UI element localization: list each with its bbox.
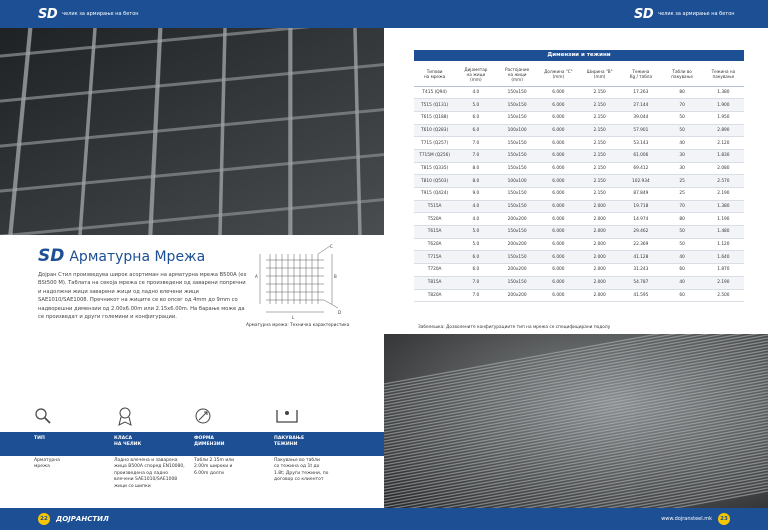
- table-row: [414, 162, 744, 175]
- table-cell: 5.0: [455, 226, 496, 239]
- table-cell: 25: [662, 188, 703, 201]
- table-cell: T615A: [414, 226, 455, 239]
- table-row: [414, 111, 744, 124]
- table-cell: 6.000: [538, 86, 579, 99]
- table-cell: 6.000: [538, 251, 579, 264]
- table-cell: 200x200: [497, 289, 538, 302]
- table-cell: 100x100: [497, 124, 538, 137]
- table-cell: 5.0: [455, 99, 496, 112]
- table-cell: 2.150: [579, 86, 620, 99]
- table-cell: 7.0: [455, 289, 496, 302]
- product-description: Дојран Стил произведува широк асортиман на арматурна мрежа B500A (ех BSt500 M). Таблата на секоја мрежа се произведени од заварени попречни и надолжни жици заварени жици од ладно влечени жици SAE1010/SAE1008. Пречникот на жиците се во опсег од 4mm до 9mm со надворешни димензии од 2.00x6.00m или 2.15x6.00m. На барање може да се произведат и други големини и конфигурации.: [38, 272, 247, 321]
- table-cell: 1.380: [703, 86, 744, 99]
- table-cell: 53.143: [620, 137, 661, 150]
- table-cell: 100x100: [497, 175, 538, 188]
- table-cell: T615 (Q188): [414, 111, 455, 124]
- table-cell: 150x150: [497, 276, 538, 289]
- table-cell: 6.000: [538, 238, 579, 251]
- table-cell: T720A: [414, 264, 455, 277]
- table-cell: 5.0: [455, 238, 496, 251]
- title-text: Арматурна Мрежа: [69, 249, 206, 265]
- table-cell: 6.000: [538, 188, 579, 201]
- page-number-left: 22: [38, 513, 50, 525]
- table-cell: T820A: [414, 289, 455, 302]
- magnifier-icon: [30, 402, 110, 430]
- table-cell: 9.0: [455, 188, 496, 201]
- spec-info: [34, 457, 354, 490]
- table-row: [414, 289, 744, 302]
- table-cell: T810 (Q503): [414, 175, 455, 188]
- sd-logo: SD: [634, 6, 654, 22]
- table-note: Забелешка: Дозволените конфигурациите тип на мрежа се специфицирани подолу: [418, 325, 611, 330]
- certificate-icon: [110, 402, 190, 430]
- table-cell: 31.243: [620, 264, 661, 277]
- table-cell: 50: [662, 124, 703, 137]
- ruler-icon: [190, 402, 270, 430]
- table-cell: 70: [662, 200, 703, 213]
- table-cell: 40: [662, 137, 703, 150]
- table-cell: 6.000: [538, 226, 579, 239]
- right-footer: [384, 508, 768, 530]
- info-steel-class: Ладно влечена и заварена жица B500A според EN10080, произведена од ладно влечени SAE1010/SAE1008 жици со шипки: [114, 458, 185, 489]
- table-cell: 22.369: [620, 238, 661, 251]
- table-cell: 2.150: [579, 124, 620, 137]
- table-row: [414, 226, 744, 239]
- table-cell: 1.380: [703, 200, 744, 213]
- left-footer: [0, 508, 384, 530]
- table-cell: 1.480: [703, 226, 744, 239]
- table-cell: 2.000: [579, 289, 620, 302]
- table-body: [414, 86, 744, 302]
- rebar-bundle-photo: [384, 334, 768, 508]
- table-cell: 7.0: [455, 149, 496, 162]
- table-cell: 6.0: [455, 264, 496, 277]
- table-cell: 27.144: [620, 99, 661, 112]
- table-cell: 6.000: [538, 137, 579, 150]
- table-row: [414, 264, 744, 277]
- info-form: Табли 2.15m или 2.00m широки и 6.00m долги: [194, 458, 235, 476]
- drawing-label-a: A: [255, 274, 258, 279]
- table-cell: 200x200: [497, 264, 538, 277]
- table-row: [414, 137, 744, 150]
- table-row: [414, 188, 744, 201]
- sd-logo: SD: [38, 6, 58, 22]
- info-packing: Пакување во табли со тежина од 1t до 1.8t; Други тежини, по договор со клиентот: [274, 458, 329, 483]
- table-row: [414, 213, 744, 226]
- table-cell: 2.500: [703, 289, 744, 302]
- table-cell: 150x150: [497, 162, 538, 175]
- table-cell: 2.150: [579, 149, 620, 162]
- table-cell: 6.000: [538, 264, 579, 277]
- table-row: [414, 124, 744, 137]
- table-cell: 69.412: [620, 162, 661, 175]
- spec-band-titles: [34, 432, 354, 456]
- table-cell: T515 (Q131): [414, 99, 455, 112]
- table-cell: T715 (Q257): [414, 137, 455, 150]
- table-cell: 6.000: [538, 162, 579, 175]
- drawing-label-d: D: [338, 310, 342, 315]
- band-type: ТИП: [34, 436, 45, 441]
- table-row: [414, 200, 744, 213]
- table-cell: T715A: [414, 251, 455, 264]
- table-cell: 6.000: [538, 289, 579, 302]
- table-cell: 50: [662, 238, 703, 251]
- footer-brand: ДОЈРАНСТИЛ: [56, 515, 109, 523]
- table-cell: T415 (Q94): [414, 86, 455, 99]
- table-cell: T815A: [414, 276, 455, 289]
- table-cell: 50: [662, 226, 703, 239]
- table-cell: 150x150: [497, 226, 538, 239]
- table-cell: 87.849: [620, 188, 661, 201]
- rebar-icon: [270, 402, 350, 430]
- column-header: Растојание на жици (mm): [497, 63, 538, 86]
- table-cell: 25: [662, 175, 703, 188]
- table-cell: 2.150: [579, 162, 620, 175]
- table-cell: 1.120: [703, 238, 744, 251]
- table-cell: 61.006: [620, 149, 661, 162]
- table-cell: T520A: [414, 213, 455, 226]
- table-cell: 2.150: [579, 111, 620, 124]
- table-cell: 2.150: [579, 175, 620, 188]
- table-cell: 60: [662, 289, 703, 302]
- table-cell: T610 (Q283): [414, 124, 455, 137]
- table-cell: 150x150: [497, 99, 538, 112]
- table-row: [414, 149, 744, 162]
- table-cell: 6.000: [538, 124, 579, 137]
- table-cell: 30: [662, 162, 703, 175]
- table-cell: 1.640: [703, 251, 744, 264]
- table-cell: 1.830: [703, 149, 744, 162]
- table-cell: 2.190: [703, 276, 744, 289]
- table-cell: 6.0: [455, 251, 496, 264]
- table-cell: 30: [662, 149, 703, 162]
- band-packing: ПАКУВАЊЕ ТЕЖИНИ: [274, 436, 305, 447]
- right-page: [384, 0, 768, 530]
- table-cell: T715M (Q256): [414, 149, 455, 162]
- table-cell: T620A: [414, 238, 455, 251]
- table-cell: 2.000: [579, 251, 620, 264]
- table-cell: 4.0: [455, 200, 496, 213]
- table-cell: 6.000: [538, 99, 579, 112]
- table-cell: 8.0: [455, 162, 496, 175]
- table-cell: 2.000: [579, 264, 620, 277]
- table-cell: 150x150: [497, 251, 538, 264]
- table-cell: 60: [662, 264, 703, 277]
- table-cell: T515A: [414, 200, 455, 213]
- table-cell: 19.718: [620, 200, 661, 213]
- column-header: Дијаметар на жици (mm): [455, 63, 496, 86]
- table-cell: 50: [662, 111, 703, 124]
- band-steel-class: КЛАСА НА ЧЕЛИК: [114, 436, 142, 447]
- table-cell: 2.000: [579, 226, 620, 239]
- table-cell: 39.044: [620, 111, 661, 124]
- table-cell: 2.570: [703, 175, 744, 188]
- table-cell: 150x150: [497, 137, 538, 150]
- table-cell: 2.150: [579, 99, 620, 112]
- table-row: [414, 251, 744, 264]
- product-title: [38, 246, 205, 266]
- table-cell: 41.128: [620, 251, 661, 264]
- table-cell: 2.890: [703, 124, 744, 137]
- table-cell: 7.0: [455, 137, 496, 150]
- table-cell: 1.190: [703, 213, 744, 226]
- table-cell: 8.0: [455, 175, 496, 188]
- table-cell: 2.000: [579, 200, 620, 213]
- table-cell: 40: [662, 276, 703, 289]
- table-cell: 150x150: [497, 86, 538, 99]
- table-cell: 6.000: [538, 111, 579, 124]
- table-cell: 150x150: [497, 200, 538, 213]
- table-header-row: [414, 63, 744, 86]
- table-cell: 150x150: [497, 188, 538, 201]
- table-cell: 200x200: [497, 238, 538, 251]
- column-header: Тежина Kg / табла: [620, 63, 661, 86]
- table-cell: 2.000: [579, 276, 620, 289]
- table-cell: 150x150: [497, 149, 538, 162]
- table-cell: 200x200: [497, 213, 538, 226]
- drawing-label-c: C: [330, 244, 333, 249]
- table-cell: 6.000: [538, 276, 579, 289]
- table-cell: 4.0: [455, 86, 496, 99]
- table-cell: 14.974: [620, 213, 661, 226]
- left-header: [0, 0, 384, 28]
- table-row: [414, 175, 744, 188]
- table-cell: 1.950: [703, 111, 744, 124]
- table-cell: 6.0: [455, 124, 496, 137]
- table-cell: 80: [662, 86, 703, 99]
- table-cell: 29.462: [620, 226, 661, 239]
- header-tagline: челик за армирање на бетон: [658, 11, 735, 17]
- table-cell: 150x150: [497, 111, 538, 124]
- column-header: Должина "C" (mm): [538, 63, 579, 86]
- table-cell: 6.0: [455, 111, 496, 124]
- table-cell: T915 (Q424): [414, 188, 455, 201]
- info-type: Арматурна мрежа: [34, 458, 60, 470]
- table-cell: 6.000: [538, 175, 579, 188]
- table-cell: 2.150: [579, 188, 620, 201]
- table-cell: 54.787: [620, 276, 661, 289]
- table-cell: 7.0: [455, 276, 496, 289]
- table-cell: 6.000: [538, 213, 579, 226]
- mesh-photo: [0, 28, 384, 235]
- table-cell: 2.120: [703, 137, 744, 150]
- table-cell: 40: [662, 251, 703, 264]
- table-cell: 1.870: [703, 264, 744, 277]
- table-cell: 1.900: [703, 99, 744, 112]
- drawing-label-b: B: [334, 274, 337, 279]
- table-cell: 6.000: [538, 200, 579, 213]
- dimensions-table: [414, 63, 744, 302]
- table-row: [414, 86, 744, 99]
- table-cell: 2.000: [579, 213, 620, 226]
- column-header: Тежина на пакување: [703, 63, 744, 86]
- table-cell: 2.000: [579, 238, 620, 251]
- right-header: [384, 0, 768, 28]
- column-header: Ширина "B" (mm): [579, 63, 620, 86]
- table-row: [414, 99, 744, 112]
- header-tagline: челик за армирање на бетон: [62, 11, 139, 17]
- table-cell: 70: [662, 99, 703, 112]
- drawing-label-l: L: [292, 315, 295, 320]
- table-cell: 41.595: [620, 289, 661, 302]
- table-cell: 4.0: [455, 213, 496, 226]
- page-number-right: 23: [718, 513, 730, 525]
- feature-icons: [30, 402, 350, 430]
- table-row: [414, 238, 744, 251]
- table-cell: 6.000: [538, 149, 579, 162]
- table-cell: 57.901: [620, 124, 661, 137]
- table-cell: 2.190: [703, 188, 744, 201]
- table-cell: 102.934: [620, 175, 661, 188]
- table-title: Димензии и тежини: [414, 50, 744, 61]
- mesh-technical-drawing: [252, 244, 344, 324]
- table-cell: 2.150: [579, 137, 620, 150]
- column-header: Табли во пакување: [662, 63, 703, 86]
- table-cell: 2.080: [703, 162, 744, 175]
- drawing-caption: Арматурна мрежа: Техничка карактеристика: [246, 323, 350, 328]
- title-sd: SD: [38, 246, 65, 266]
- band-form: ФОРМА ДИМЕНЗИИ: [194, 436, 225, 447]
- column-header: Типови на мрежа: [414, 63, 455, 86]
- table-row: [414, 276, 744, 289]
- table-cell: 80: [662, 213, 703, 226]
- table-cell: T815 (Q335): [414, 162, 455, 175]
- footer-website: www.dojransteel.mk: [661, 516, 712, 522]
- table-cell: 17.263: [620, 86, 661, 99]
